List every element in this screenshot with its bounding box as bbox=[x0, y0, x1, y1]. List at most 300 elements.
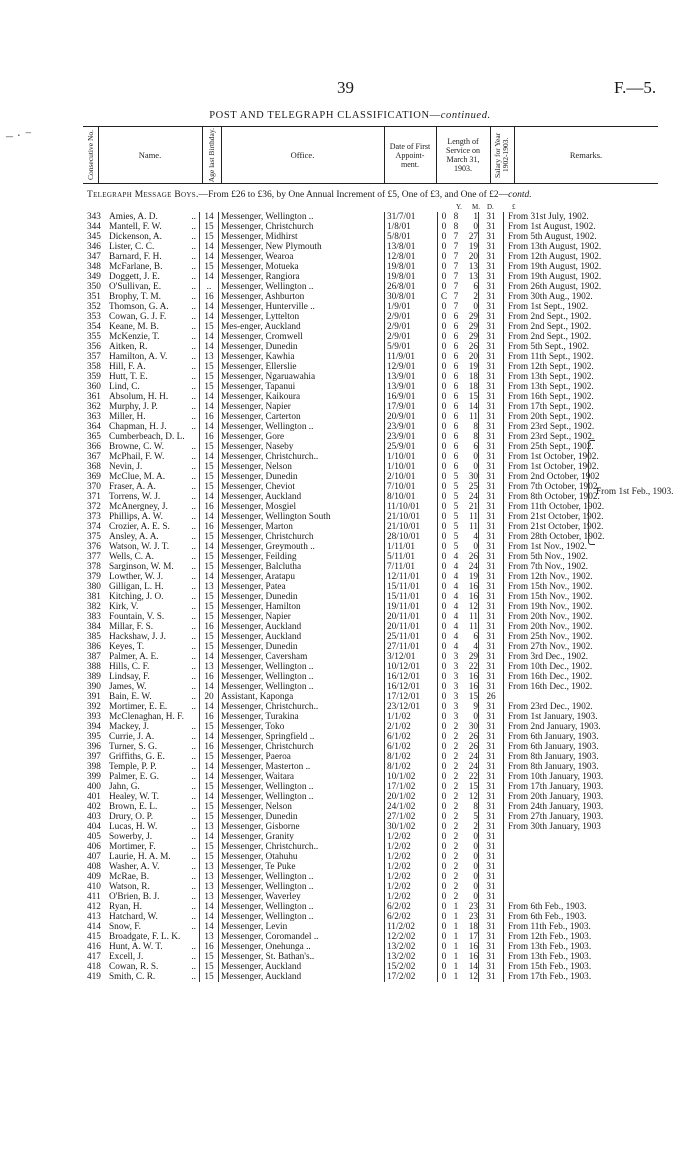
row-leader-dots: .. bbox=[191, 912, 196, 922]
row-office: Messenger, Aratapu bbox=[219, 572, 385, 582]
row-days: 11 bbox=[462, 612, 479, 622]
row-number: 397 bbox=[87, 752, 101, 762]
row-months: 2 bbox=[453, 752, 459, 762]
row-office: Messenger, Wellington .. bbox=[219, 792, 385, 802]
row-office: Messenger, Kawhia bbox=[219, 352, 385, 362]
row-name bbox=[109, 492, 200, 502]
row-date: 17/1/02 bbox=[385, 782, 438, 792]
row-name-text: Turner, S. G. bbox=[109, 742, 158, 752]
row-name bbox=[109, 292, 200, 302]
row-months: 7 bbox=[453, 262, 459, 272]
row-years: 0 bbox=[441, 952, 447, 962]
table-row bbox=[87, 232, 668, 242]
row-number: 406 bbox=[87, 842, 101, 852]
row-months: 6 bbox=[453, 312, 459, 322]
row-remark: From 6th January, 1903. bbox=[508, 732, 599, 742]
header-date bbox=[384, 127, 437, 183]
row-days: 12 bbox=[462, 602, 479, 612]
row-leader-dots: .. bbox=[191, 472, 196, 482]
row-number: 388 bbox=[87, 662, 101, 672]
row-leader-dots: .. bbox=[191, 972, 196, 982]
row-name bbox=[109, 342, 200, 352]
row-leader-dots: .. bbox=[191, 282, 196, 292]
row-date: 11/2/02 bbox=[385, 922, 438, 932]
row-months: 3 bbox=[453, 662, 459, 672]
row-salary: 31 bbox=[479, 682, 504, 692]
row-leader-dots: .. bbox=[191, 852, 196, 862]
row-remark: From 15th Nov., 1902. bbox=[508, 592, 593, 602]
row-number: 392 bbox=[87, 702, 101, 712]
row-salary: 31 bbox=[479, 802, 504, 812]
row-years: 0 bbox=[441, 652, 447, 662]
row-salary: 31 bbox=[479, 822, 504, 832]
row-number: 405 bbox=[87, 832, 101, 842]
row-age: 14 bbox=[200, 402, 219, 412]
row-leader-dots: .. bbox=[191, 862, 196, 872]
row-remark: From 12th Sept., 1902. bbox=[508, 362, 594, 372]
row-years: 0 bbox=[441, 622, 447, 632]
row-years: 0 bbox=[441, 742, 447, 752]
row-months: 4 bbox=[453, 562, 459, 572]
row-office: Messenger, Gisborne bbox=[219, 822, 385, 832]
row-remark: From 30th January, 1903 bbox=[508, 822, 601, 832]
row-remark: From 5th Sept., 1902. bbox=[508, 342, 590, 352]
row-office: Messenger, Springfield .. bbox=[219, 732, 385, 742]
row-years: 0 bbox=[441, 602, 447, 612]
row-years: 0 bbox=[441, 972, 447, 982]
table-row bbox=[87, 562, 668, 572]
row-office: Messenger, Onehunga .. bbox=[219, 942, 385, 952]
row-months: 7 bbox=[453, 282, 459, 292]
row-months: 6 bbox=[453, 412, 459, 422]
row-name bbox=[109, 572, 200, 582]
row-days: 0 bbox=[462, 852, 479, 862]
row-salary: 31 bbox=[479, 252, 504, 262]
row-leader-dots: .. bbox=[191, 612, 196, 622]
row-years: 0 bbox=[441, 272, 447, 282]
table-row bbox=[87, 582, 668, 592]
row-days: 23 bbox=[462, 912, 479, 922]
row-years: 0 bbox=[441, 212, 447, 222]
row-years: 0 bbox=[441, 942, 447, 952]
table-row bbox=[87, 412, 668, 422]
row-age: 14 bbox=[200, 702, 219, 712]
row-salary: 31 bbox=[479, 902, 504, 912]
row-number: 384 bbox=[87, 622, 101, 632]
row-number: 350 bbox=[87, 282, 101, 292]
row-leader-dots: .. bbox=[191, 452, 196, 462]
table-row bbox=[87, 792, 668, 802]
row-days: 22 bbox=[462, 772, 479, 782]
row-remark: From 28th October, 1902. bbox=[508, 532, 605, 542]
row-salary: 31 bbox=[479, 942, 504, 952]
row-name bbox=[109, 862, 200, 872]
row-age: 13 bbox=[200, 872, 219, 882]
row-years: 0 bbox=[441, 312, 447, 322]
row-years: 0 bbox=[441, 532, 447, 542]
row-age: 15 bbox=[200, 612, 219, 622]
row-years: 0 bbox=[441, 802, 447, 812]
section-text: —From £26 to £36, by One Annual Increment of £5, One of £3, and One of £2— bbox=[198, 190, 509, 200]
row-date: 5/11/01 bbox=[385, 552, 438, 562]
row-days: 19 bbox=[462, 572, 479, 582]
row-name-text: McClue, M. A. bbox=[109, 472, 166, 482]
row-months: 2 bbox=[453, 882, 459, 892]
table-row bbox=[87, 272, 668, 282]
row-remark: From 21st October, 1902. bbox=[508, 512, 604, 522]
row-office: Messenger, Wellington .. bbox=[219, 902, 385, 912]
row-remark: From 11th Sept., 1902. bbox=[508, 352, 594, 362]
row-years: 0 bbox=[441, 892, 447, 902]
row-office: Messenger, Wellington .. bbox=[219, 212, 385, 222]
row-months: 1 bbox=[453, 942, 459, 952]
row-age: 16 bbox=[200, 502, 219, 512]
table-row bbox=[87, 732, 668, 742]
row-years: 0 bbox=[441, 842, 447, 852]
row-date: 12/9/01 bbox=[385, 362, 438, 372]
row-leader-dots: .. bbox=[191, 962, 196, 972]
row-age: 14 bbox=[200, 512, 219, 522]
row-leader-dots: .. bbox=[191, 722, 196, 732]
row-leader-dots: .. bbox=[191, 742, 196, 752]
row-number: 391 bbox=[87, 692, 101, 702]
row-name bbox=[109, 852, 200, 862]
row-office: Messenger, Otahuhu bbox=[219, 852, 385, 862]
row-name bbox=[109, 762, 200, 772]
row-name-text: Broadgate, F. L. K. bbox=[109, 932, 181, 942]
table-row bbox=[87, 392, 668, 402]
row-office: Messenger, Ellerslie bbox=[219, 362, 385, 372]
row-remark: From 27th Nov., 1902. bbox=[508, 642, 593, 652]
row-age: 14 bbox=[200, 832, 219, 842]
table-row bbox=[87, 692, 668, 702]
row-office: Messenger, Nelson bbox=[219, 802, 385, 812]
header-office bbox=[221, 127, 385, 183]
row-months: 6 bbox=[453, 382, 459, 392]
row-salary: 31 bbox=[479, 712, 504, 722]
row-years: 0 bbox=[441, 722, 447, 732]
row-years: 0 bbox=[441, 572, 447, 582]
row-date: 8/1/02 bbox=[385, 752, 438, 762]
row-name-text: Ryan, H. bbox=[109, 902, 142, 912]
row-days: 11 bbox=[462, 412, 479, 422]
table-row bbox=[87, 522, 668, 532]
row-leader-dots: .. bbox=[191, 922, 196, 932]
row-name-text: McKenzie, T. bbox=[109, 332, 160, 342]
row-age: 14 bbox=[200, 422, 219, 432]
row-days: 16 bbox=[462, 682, 479, 692]
row-age: 13 bbox=[200, 892, 219, 902]
row-office: Messenger, Naseby bbox=[219, 442, 385, 452]
row-months: 3 bbox=[453, 682, 459, 692]
row-date: 16/12/01 bbox=[385, 682, 438, 692]
row-months: 6 bbox=[453, 462, 459, 472]
table-row bbox=[87, 882, 668, 892]
row-name bbox=[109, 802, 200, 812]
row-years: 0 bbox=[441, 792, 447, 802]
row-salary: 31 bbox=[479, 972, 504, 982]
row-number: 356 bbox=[87, 342, 101, 352]
row-salary: 31 bbox=[479, 962, 504, 972]
row-leader-dots: .. bbox=[191, 952, 196, 962]
row-leader-dots: .. bbox=[191, 892, 196, 902]
row-months: 1 bbox=[453, 932, 459, 942]
row-leader-dots: .. bbox=[191, 242, 196, 252]
row-number: 412 bbox=[87, 902, 101, 912]
row-name-text: Crozier, A. E. S. bbox=[109, 522, 170, 532]
row-name-text: Bain, E. W. bbox=[109, 692, 152, 702]
row-age: 13 bbox=[200, 582, 219, 592]
row-office: Messenger, Midhirst bbox=[219, 232, 385, 242]
row-leader-dots: .. bbox=[191, 762, 196, 772]
row-number: 359 bbox=[87, 372, 101, 382]
row-leader-dots: .. bbox=[191, 292, 196, 302]
row-leader-dots: .. bbox=[191, 542, 196, 552]
row-years: 0 bbox=[441, 782, 447, 792]
row-name-text: Mortimer, E. E. bbox=[109, 702, 168, 712]
row-salary: 31 bbox=[479, 852, 504, 862]
row-office: Messenger, Feilding bbox=[219, 552, 385, 562]
row-number: 407 bbox=[87, 852, 101, 862]
row-name bbox=[109, 632, 200, 642]
row-months: 7 bbox=[453, 252, 459, 262]
row-leader-dots: .. bbox=[191, 412, 196, 422]
row-number: 368 bbox=[87, 462, 101, 472]
row-remark: From 13th Feb., 1903. bbox=[508, 952, 592, 962]
row-remark: From 2nd Sept., 1902. bbox=[508, 312, 592, 322]
row-date: 11/9/01 bbox=[385, 352, 438, 362]
row-leader-dots: .. bbox=[191, 532, 196, 542]
table-row bbox=[87, 622, 668, 632]
row-salary: 31 bbox=[479, 292, 504, 302]
row-salary: 31 bbox=[479, 542, 504, 552]
row-number: 416 bbox=[87, 942, 101, 952]
row-age: 15 bbox=[200, 782, 219, 792]
row-name-text: Hutt, T. E. bbox=[109, 372, 148, 382]
row-salary: 31 bbox=[479, 872, 504, 882]
row-days: 18 bbox=[462, 382, 479, 392]
row-salary: 31 bbox=[479, 482, 504, 492]
row-years: 0 bbox=[441, 662, 447, 672]
row-age: 15 bbox=[200, 962, 219, 972]
row-remark: From 13th Sept., 1902. bbox=[508, 382, 594, 392]
row-name bbox=[109, 882, 200, 892]
row-date: 1/1/02 bbox=[385, 712, 438, 722]
row-months: 5 bbox=[453, 502, 459, 512]
row-days: 0 bbox=[462, 222, 479, 232]
table-body bbox=[87, 212, 668, 982]
row-leader-dots: .. bbox=[191, 882, 196, 892]
row-months: 2 bbox=[453, 832, 459, 842]
row-salary: 31 bbox=[479, 752, 504, 762]
row-date: 3/12/01 bbox=[385, 652, 438, 662]
row-name-text: Miller, H. bbox=[109, 412, 146, 422]
remark-brace bbox=[588, 440, 595, 545]
table-row bbox=[87, 252, 668, 262]
row-salary: 31 bbox=[479, 922, 504, 932]
row-leader-dots: .. bbox=[191, 212, 196, 222]
row-salary: 31 bbox=[479, 622, 504, 632]
row-remark: From 5th Nov., 1902. bbox=[508, 552, 588, 562]
row-remark: From 5th August, 1902. bbox=[508, 232, 597, 242]
row-office: Messenger, Christchurch.. bbox=[219, 452, 385, 462]
row-months: 4 bbox=[453, 612, 459, 622]
row-months: 7 bbox=[453, 242, 459, 252]
table-row bbox=[87, 632, 668, 642]
table-row bbox=[87, 822, 668, 832]
table-row bbox=[87, 492, 668, 502]
row-salary: 31 bbox=[479, 892, 504, 902]
row-name-text: Brown, E. L. bbox=[109, 802, 158, 812]
section-label: Telegraph Message Boys. bbox=[87, 190, 199, 200]
row-office: Messenger, Gore bbox=[219, 432, 385, 442]
page-title bbox=[0, 110, 700, 121]
row-remark bbox=[504, 832, 669, 842]
row-age: 13 bbox=[200, 882, 219, 892]
row-days: 0 bbox=[462, 842, 479, 852]
row-number: 417 bbox=[87, 952, 101, 962]
row-date: 11/10/01 bbox=[385, 502, 438, 512]
row-leader-dots: .. bbox=[191, 522, 196, 532]
row-office: Messenger, Hunterville .. bbox=[219, 302, 385, 312]
row-leader-dots: .. bbox=[191, 782, 196, 792]
row-days: 18 bbox=[462, 922, 479, 932]
row-name bbox=[109, 972, 200, 982]
table-row bbox=[87, 532, 668, 542]
row-name bbox=[109, 912, 200, 922]
row-name-text: Drury, O. P. bbox=[109, 812, 154, 822]
row-office: Messenger, Tapanui bbox=[219, 382, 385, 392]
row-remark: From 24th January, 1903. bbox=[508, 802, 604, 812]
table-row bbox=[87, 952, 668, 962]
row-age: 14 bbox=[200, 242, 219, 252]
row-number: 396 bbox=[87, 742, 101, 752]
row-number: 374 bbox=[87, 522, 101, 532]
row-salary: 31 bbox=[479, 372, 504, 382]
row-months: 6 bbox=[453, 372, 459, 382]
row-years: 0 bbox=[441, 692, 447, 702]
row-age: 14 bbox=[200, 912, 219, 922]
row-date: 12/8/01 bbox=[385, 252, 438, 262]
row-days: 12 bbox=[462, 792, 479, 802]
row-age: 16 bbox=[200, 522, 219, 532]
row-years: 0 bbox=[441, 392, 447, 402]
row-leader-dots: .. bbox=[191, 752, 196, 762]
row-name-text: Browne, C. W. bbox=[109, 442, 165, 452]
row-salary: 31 bbox=[479, 642, 504, 652]
table-row bbox=[87, 312, 668, 322]
row-name bbox=[109, 902, 200, 912]
row-name bbox=[109, 682, 200, 692]
row-remark: From 11th Feb., 1903. bbox=[508, 922, 591, 932]
row-office: Messenger, Toko bbox=[219, 722, 385, 732]
row-years: 0 bbox=[441, 562, 447, 572]
row-months: 2 bbox=[453, 872, 459, 882]
row-years: 0 bbox=[441, 482, 447, 492]
row-office: Messenger, Wellington .. bbox=[219, 872, 385, 882]
row-leader-dots: .. bbox=[191, 662, 196, 672]
table-row bbox=[87, 652, 668, 662]
row-date: 20/11/01 bbox=[385, 622, 438, 632]
row-years: 0 bbox=[441, 422, 447, 432]
row-name bbox=[109, 542, 200, 552]
row-salary: 31 bbox=[479, 782, 504, 792]
row-salary: 31 bbox=[479, 442, 504, 452]
table-row bbox=[87, 212, 668, 222]
row-name bbox=[109, 892, 200, 902]
row-name bbox=[109, 412, 200, 422]
page-number: 39 bbox=[337, 78, 354, 97]
row-remark: From 8th January, 1903. bbox=[508, 752, 599, 762]
row-office: Messenger, Wellington .. bbox=[219, 422, 385, 432]
unit-days: D. bbox=[487, 203, 494, 211]
row-name-text: Lind, C. bbox=[109, 382, 140, 392]
row-leader-dots: .. bbox=[191, 812, 196, 822]
row-days: 29 bbox=[462, 652, 479, 662]
row-office: Messenger, Wellington .. bbox=[219, 682, 385, 692]
row-date: 30/1/02 bbox=[385, 822, 438, 832]
row-salary: 31 bbox=[479, 572, 504, 582]
table-row bbox=[87, 962, 668, 972]
row-remark: From 1st January, 1903. bbox=[508, 712, 598, 722]
unit-months: M. bbox=[472, 203, 480, 211]
row-days: 6 bbox=[462, 632, 479, 642]
table-row bbox=[87, 222, 668, 232]
row-name-text: Brophy, T. M. bbox=[109, 292, 161, 302]
row-name bbox=[109, 472, 200, 482]
row-name-text: Absolum, H. H. bbox=[109, 392, 169, 402]
row-office: Messenger, Levin bbox=[219, 922, 385, 932]
row-age: 14 bbox=[200, 762, 219, 772]
row-salary: 31 bbox=[479, 842, 504, 852]
row-days: 21 bbox=[462, 502, 479, 512]
row-office: Messenger, Rangiora bbox=[219, 272, 385, 282]
row-salary: 31 bbox=[479, 282, 504, 292]
row-days: 20 bbox=[462, 252, 479, 262]
row-date: 1/2/02 bbox=[385, 832, 438, 842]
row-months: 6 bbox=[453, 362, 459, 372]
row-remark: From 17th Feb., 1903. bbox=[508, 972, 592, 982]
row-age: 15 bbox=[200, 382, 219, 392]
row-remark: From 16th Sept., 1902. bbox=[508, 392, 594, 402]
row-office: Messenger, Dunedin bbox=[219, 342, 385, 352]
row-years: 0 bbox=[441, 302, 447, 312]
row-age: 14 bbox=[200, 252, 219, 262]
row-number: 411 bbox=[87, 892, 101, 902]
row-name bbox=[109, 272, 200, 282]
row-remark: From 21st October, 1902. bbox=[508, 522, 604, 532]
row-office: Messenger, Dunedin bbox=[219, 812, 385, 822]
row-age: 14 bbox=[200, 272, 219, 282]
row-name-text: Lucas, H. W. bbox=[109, 822, 158, 832]
table-row bbox=[87, 842, 668, 852]
row-salary: 31 bbox=[479, 312, 504, 322]
row-date: 27/1/02 bbox=[385, 812, 438, 822]
row-years: 0 bbox=[441, 252, 447, 262]
table-row bbox=[87, 462, 668, 472]
row-leader-dots: .. bbox=[191, 222, 196, 232]
header-remarks bbox=[514, 127, 658, 183]
row-name bbox=[109, 792, 200, 802]
row-leader-dots: .. bbox=[191, 332, 196, 342]
table-row bbox=[87, 332, 668, 342]
row-date: 6/2/02 bbox=[385, 912, 438, 922]
row-leader-dots: .. bbox=[191, 942, 196, 952]
row-days: 16 bbox=[462, 942, 479, 952]
row-name-text: McAnergney, J. bbox=[109, 502, 168, 512]
table-row bbox=[87, 612, 668, 622]
row-leader-dots: .. bbox=[191, 652, 196, 662]
